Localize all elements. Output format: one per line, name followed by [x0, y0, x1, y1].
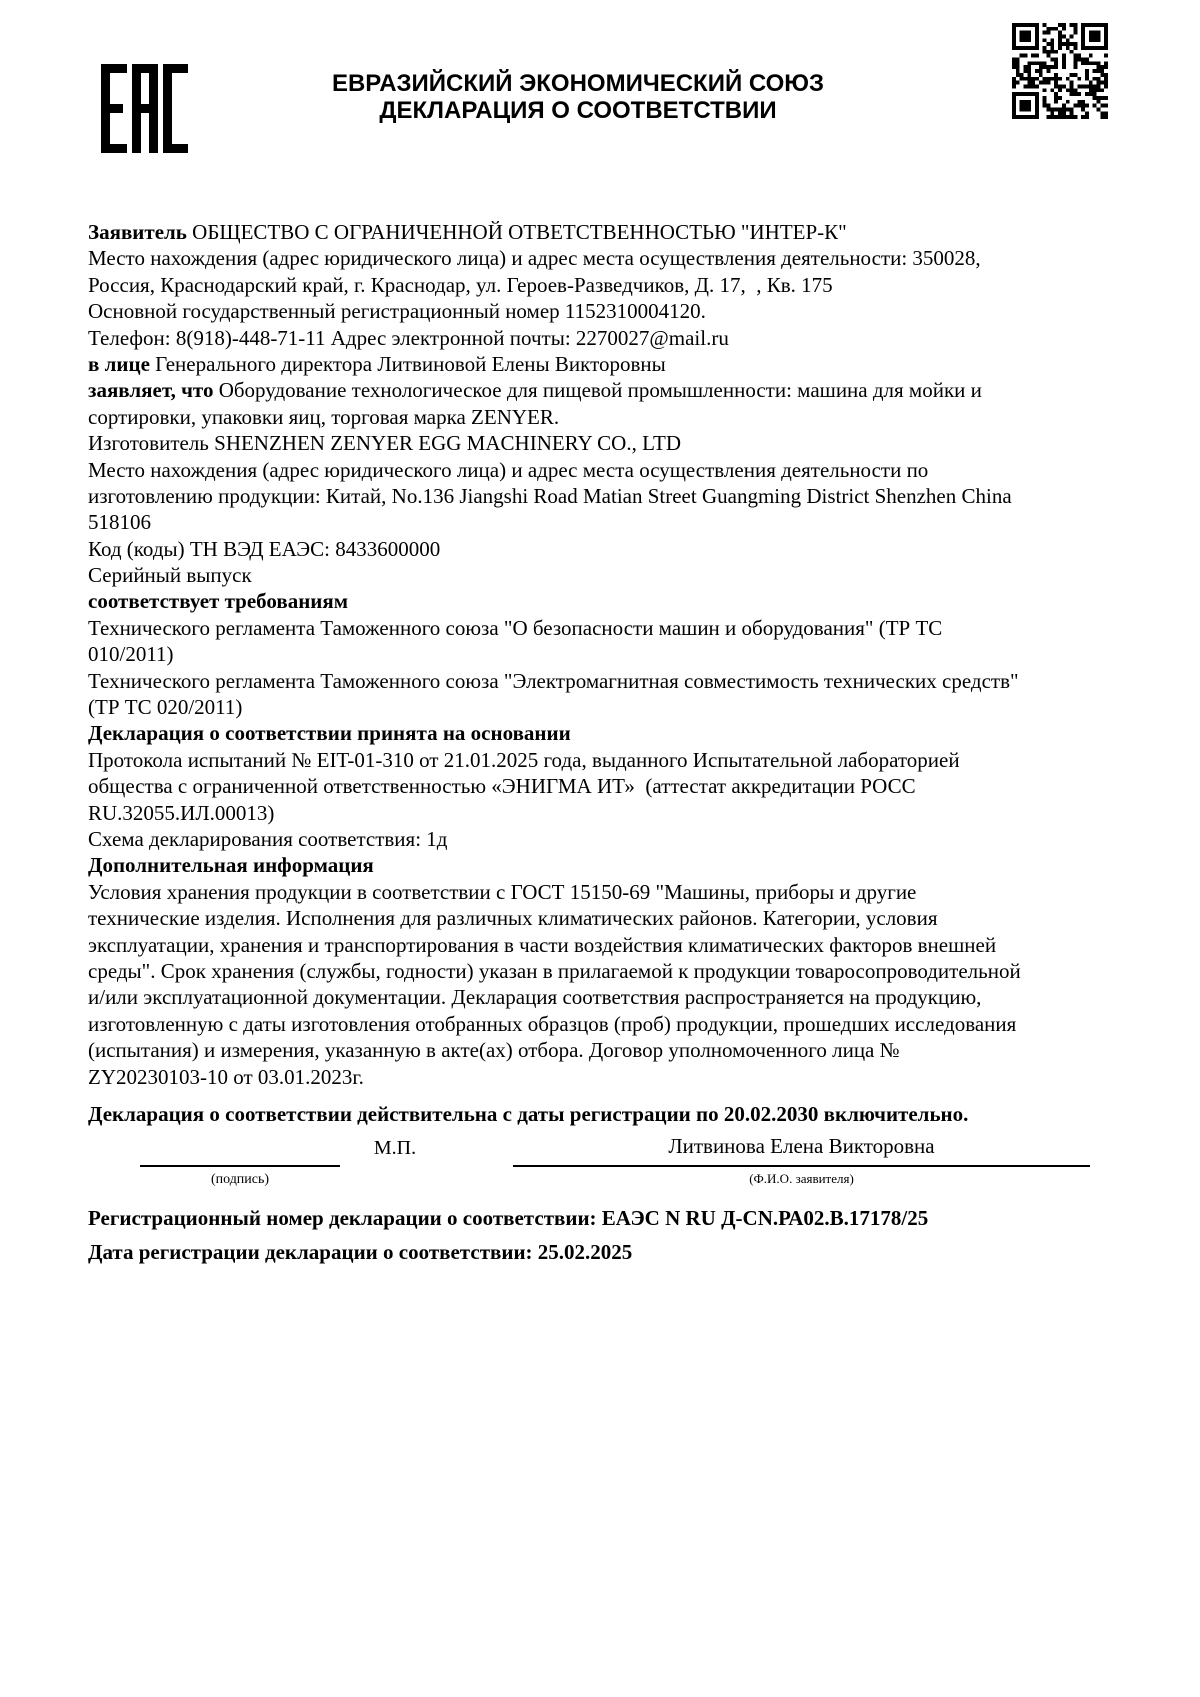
body-line: Заявитель ОБЩЕСТВО С ОГРАНИЧЕННОЙ ОТВЕТСТВЕННОСТЬЮ "ИНТЕР-К" — [88, 220, 847, 244]
body-line: Технического регламента Таможенного союза "Электромагнитная совместимость технических средств" — [88, 668, 1019, 693]
body-line: среды". Срок хранения (службы, годности) указан в прилагаемой к продукции товаросопроводительной — [88, 958, 1021, 983]
body-line: Условия хранения продукции в соответствии с ГОСТ 15150-69 "Машины, приборы и другие — [88, 879, 917, 904]
body-line: Схема декларирования соответствия: 1д — [88, 826, 448, 851]
body-line: Изготовитель SHENZHEN ZENYER EGG MACHINERY CO., LTD — [88, 431, 681, 456]
body-line: Код (коды) ТН ВЭД ЕАЭС: 8433600000 — [88, 536, 441, 561]
body-line: Основной государственный регистрационный номер 1152310004120. — [88, 299, 706, 324]
body-line: Место нахождения (адрес юридического лица) и адрес места осуществления деятельности: 350028, — [88, 246, 981, 271]
validity-statement: Декларация о соответствии действительна с даты регистрации по 20.02.2030 включительно. — [88, 1102, 969, 1126]
body-line: общества с ограниченной ответственностью «ЭНИГМА ИТ» (аттестат аккредитации РОСС — [88, 774, 916, 799]
body-line: изготовлению продукции: Китай, No.136 Jiangshi Road Matian Street Guangming District Shenzhen China — [88, 483, 1012, 508]
title-union-line: ЕВРАЗИЙСКИЙ ЭКОНОМИЧЕСКИЙ СОЮЗ — [331, 70, 825, 97]
body-line: 010/2011) — [88, 642, 174, 667]
body-line: Декларация о соответствии принята на основании — [88, 721, 571, 746]
body-line: соответствует требованиям — [88, 589, 349, 614]
body-line: (испытания) и измерения, указанную в акте(ах) отбора. Договор уполномоченного лица № — [88, 1038, 900, 1063]
qr-code-icon — [1012, 23, 1108, 119]
signature-caption: (подпись) — [210, 1172, 270, 1187]
registration-date-line: Дата регистрации декларации о соответствии: 25.02.2025 — [88, 1240, 633, 1264]
body-line: технические изделия. Исполнения для различных климатических районов. Категории, условия — [88, 906, 938, 931]
body-line: и/или эксплуатационной документации. Декларация соответствия распространяется на продукцию, — [88, 985, 982, 1010]
document-title — [0, 70, 1156, 124]
body-line: Технического регламента Таможенного союза "О безопасности машин и оборудования" (ТР ТС — [88, 615, 943, 640]
body-line: 518106 — [88, 510, 151, 535]
signatory-name: Литвинова Елена Викторовна — [668, 1134, 935, 1158]
signatory-name-line — [513, 1165, 1090, 1167]
signature-line — [140, 1165, 340, 1167]
body-line: сортировки, упаковки яиц, торговая марка ZENYER. — [88, 404, 560, 429]
body-line: Место нахождения (адрес юридического лица) и адрес места осуществления деятельности по — [88, 457, 929, 482]
body-line: эксплуатации, хранения и транспортирования в части воздействия климатических факторов внешней — [88, 932, 997, 957]
signatory-name-caption: (Ф.И.О. заявителя) — [749, 1171, 854, 1186]
body-line: ZY20230103-10 от 03.01.2023г. — [88, 1064, 364, 1089]
body-line: в лице Генерального директора Литвиновой Елены Викторовны — [88, 351, 666, 376]
body-line: Дополнительная информация — [88, 853, 374, 878]
title-declaration-line: ДЕКЛАРАЦИЯ О СООТВЕТСТВИИ — [379, 97, 777, 124]
body-line: (ТР ТС 020/2011) — [88, 695, 243, 720]
body-line: изготовленную с даты изготовления отобранных образцов (проб) продукции, прошедших исследования — [88, 1011, 1017, 1036]
body-line: Телефон: 8(918)-448-71-11 Адрес электронной почты: 2270027@mail.ru — [88, 325, 729, 350]
body-line: заявляет, что Оборудование технологическое для пищевой промышленности: машина для мойки и — [88, 378, 982, 403]
body-line: Протокола испытаний № EIT-01-310 от 21.01.2025 года, выданного Испытательной лабораторией — [88, 747, 960, 772]
body-line: Россия, Краснодарский край, г. Краснодар, ул. Героев-Разведчиков, Д. 17, , Кв. 175 — [88, 272, 833, 297]
registration-number-line: Регистрационный номер декларации о соответствии: ЕАЭС N RU Д-CN.РА02.В.17178/25 — [88, 1206, 929, 1230]
stamp-place-label: М.П. — [373, 1137, 417, 1159]
declaration-body — [88, 219, 1148, 1090]
body-line: Серийный выпуск — [88, 563, 252, 588]
body-line: RU.32055.ИЛ.00013) — [88, 800, 275, 825]
